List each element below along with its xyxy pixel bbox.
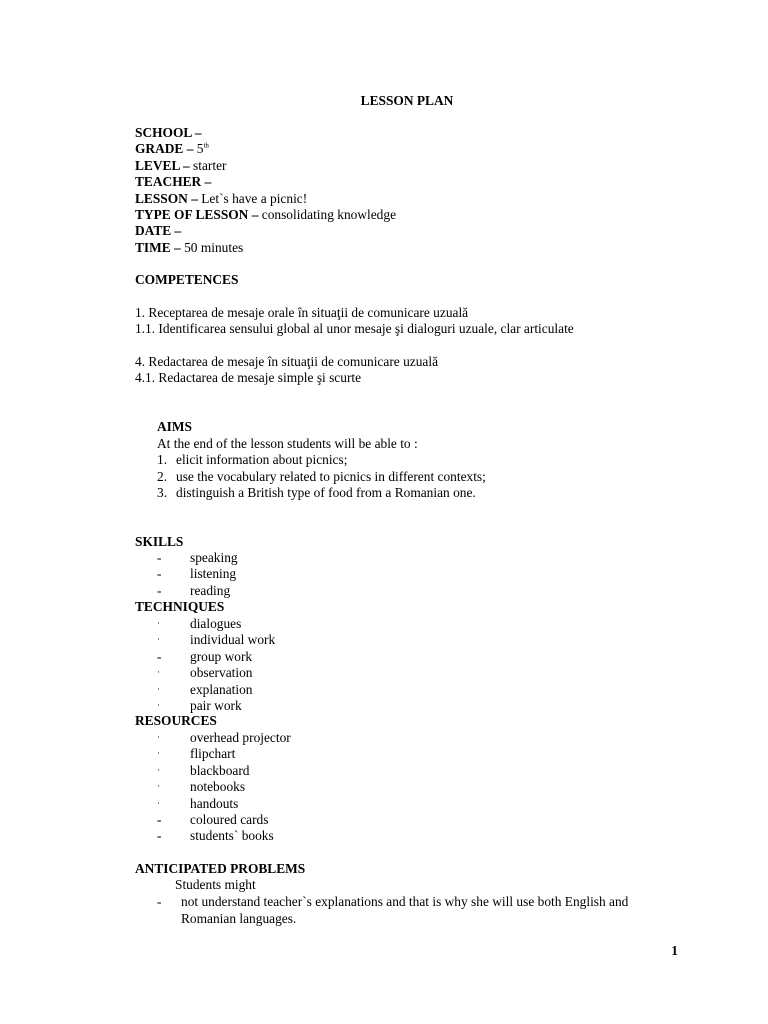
aim-item: [157, 452, 347, 468]
list-item-text: dialogues: [190, 616, 242, 631]
list-marker: -: [157, 812, 162, 827]
list-marker: ·: [157, 683, 160, 694]
list-marker: -: [157, 550, 162, 565]
aim-text: distinguish a British type of food from a Romanian one.: [176, 485, 476, 500]
field-value: Let`s have a picnic!: [197, 190, 308, 206]
problem-text-continued: Romanian languages.: [181, 911, 297, 926]
list-marker: -: [157, 582, 162, 598]
aim-number: 3.: [157, 485, 168, 500]
aim-text: use the vocabulary related to picnics in different contexts;: [176, 468, 486, 484]
list-marker: ·: [157, 667, 160, 678]
list-marker: ·: [157, 764, 160, 775]
aim-text: elicit information about picnics;: [176, 452, 348, 467]
resources-heading: RESOURCES: [135, 713, 217, 728]
list-item-text: individual work: [190, 632, 276, 648]
aim-number: 1.: [157, 452, 168, 467]
list-item: [157, 796, 238, 813]
list-item: [157, 566, 236, 582]
problem-item: [157, 894, 628, 910]
list-marker: ·: [157, 634, 160, 645]
ordinal-suffix: th: [203, 141, 209, 150]
field-label: TIME –: [135, 239, 181, 255]
header-field: [135, 240, 243, 256]
field-value: 50 minutes: [180, 239, 244, 255]
list-marker: ·: [157, 781, 160, 792]
competence-line: 1. Receptarea de mesaje orale în situaţii de comunicare uzuală: [135, 305, 469, 320]
competence-line: 4. Redactarea de mesaje în situaţii de comunicare uzuală: [135, 354, 439, 369]
header-field: [135, 207, 396, 223]
list-marker: -: [157, 894, 162, 909]
list-item-text: coloured cards: [190, 812, 269, 827]
list-marker: ·: [157, 700, 160, 710]
field-label: LESSON –: [135, 190, 198, 206]
list-item-text: observation: [190, 665, 253, 681]
header-field: [135, 191, 307, 207]
list-item-text: pair work: [190, 698, 242, 713]
list-item-text: notebooks: [190, 779, 246, 795]
list-marker: -: [157, 828, 162, 844]
list-item-text: reading: [190, 582, 231, 598]
aims-intro: At the end of the lesson students will be able to :: [157, 436, 418, 451]
list-item: [157, 828, 274, 844]
list-item-text: handouts: [190, 795, 239, 811]
list-marker: ·: [157, 748, 160, 759]
list-item-text: group work: [190, 648, 253, 664]
field-value: starter: [189, 157, 227, 173]
list-item-text: overhead projector: [190, 730, 291, 745]
field-label: TEACHER –: [135, 174, 212, 190]
aim-item: [157, 485, 476, 501]
list-marker: ·: [157, 797, 160, 808]
list-marker: -: [157, 648, 162, 664]
skills-heading: SKILLS: [135, 534, 184, 549]
header-field: [135, 174, 211, 190]
list-item: [157, 812, 268, 828]
list-marker: ·: [157, 732, 160, 742]
list-item: [157, 632, 275, 649]
header-field: [135, 223, 181, 239]
field-label: DATE –: [135, 223, 182, 239]
list-item-text: speaking: [190, 550, 238, 565]
document-title: LESSON PLAN: [360, 93, 454, 108]
list-item-text: flipchart: [190, 746, 236, 762]
aims-heading: AIMS: [157, 419, 192, 434]
list-item: [157, 649, 252, 665]
field-label: TYPE OF LESSON –: [135, 207, 259, 222]
list-item-text: explanation: [190, 681, 253, 697]
field-label: SCHOOL –: [135, 125, 202, 140]
list-marker: ·: [157, 618, 160, 628]
competence-line: 4.1. Redactarea de mesaje simple şi scurte: [135, 370, 362, 385]
header-field: [135, 158, 227, 174]
aim-number: 2.: [157, 468, 168, 484]
list-item-text: students` books: [190, 828, 274, 844]
problems-intro: Students might: [175, 877, 256, 892]
page-number: 1: [671, 943, 678, 958]
field-label: GRADE –: [135, 141, 194, 157]
header-field: [135, 141, 209, 157]
list-item: [157, 583, 230, 599]
techniques-heading: TECHNIQUES: [135, 599, 225, 614]
list-item-text: listening: [190, 566, 237, 582]
competence-line: 1.1. Identificarea sensului global al unor mesaje şi dialoguri uzuale, clar articulate: [135, 321, 574, 336]
list-marker: -: [157, 566, 162, 582]
problem-text: not understand teacher`s explanations and that is why she will use both English and: [181, 894, 629, 909]
aim-item: [157, 469, 486, 485]
problems-heading: ANTICIPATED PROBLEMS: [135, 861, 306, 876]
list-item-text: blackboard: [190, 762, 250, 778]
competences-heading: COMPETENCES: [135, 272, 239, 287]
field-value: 5: [193, 141, 204, 157]
list-item: [157, 550, 238, 566]
field-value: consolidating knowledge: [258, 207, 397, 222]
field-label: LEVEL –: [135, 157, 190, 173]
header-field: [135, 125, 202, 141]
